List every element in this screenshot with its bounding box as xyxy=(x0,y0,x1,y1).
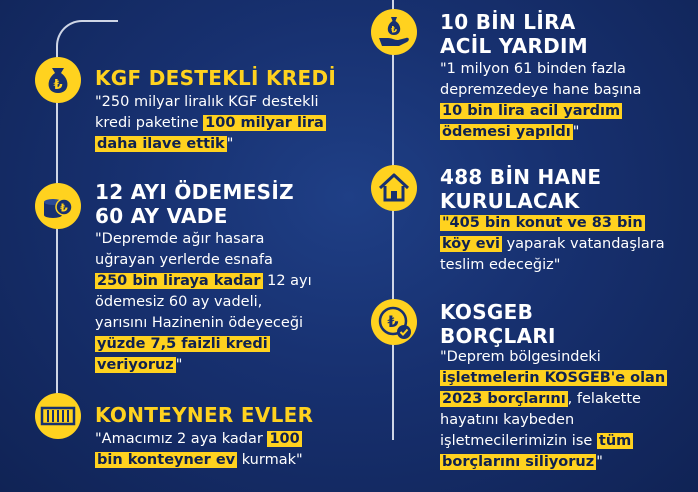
hane-text: "405 bin konut ve 83 bin köy evi yaparak vatandaşlara teslim edeceğiz" xyxy=(440,215,665,273)
acil-title: 10 BİN LİRA ACİL YARDIM xyxy=(440,10,588,58)
timeline-right xyxy=(392,0,394,440)
money-bag-lira-icon xyxy=(34,56,82,104)
svg-text:₺: ₺ xyxy=(390,25,398,36)
kgf-text: "250 milyar liralık KGF destekli kredi paketine 100 milyar lira daha ilave ettik " xyxy=(95,94,324,152)
house-icon xyxy=(370,164,418,212)
coin-stack-lira-icon xyxy=(34,182,82,230)
vade-title: 12 AYI ÖDEMESİZ 60 AY VADE xyxy=(95,180,294,228)
kgf-title: KGF DESTEKLİ KREDİ xyxy=(95,66,337,90)
lira-check-badge-icon xyxy=(370,298,418,346)
container-icon xyxy=(34,392,82,440)
acil-text: "1 milyon 61 binden fazla depremzedeye hane başına 10 bin lira acil yardım ödemesi yapıldı " xyxy=(440,61,642,140)
kosgeb-text: "Deprem bölgesindeki işletmelerin KOSGEB'e olan 2023 borçlarını , felakette hayatını kaybeden işletmecilerimizin ise tüm borçlarını siliyoruz " xyxy=(440,349,666,470)
kosgeb-title: KOSGEB BORÇLARI xyxy=(440,300,556,348)
hane-title: 488 BİN HANE KURULACAK xyxy=(440,165,602,213)
konteyner-title: KONTEYNER EVLER xyxy=(95,403,314,427)
konteyner-text: "Amacımız 2 aya kadar 100 bin konteyner ev kurmak" xyxy=(95,431,303,468)
timeline-left-top-curve xyxy=(56,20,118,56)
vade-text: "Depremde ağır hasara uğrayan yerlerde esnafa 250 bin liraya kadar 12 ayı ödemesiz 60 ay vadeli, yarısını Hazinenin ödeyeceği yüzde 7,5 faizli kredi veriyoruz " xyxy=(95,231,312,373)
svg-text:₺: ₺ xyxy=(53,78,63,93)
svg-text:₺: ₺ xyxy=(60,201,68,215)
svg-text:₺: ₺ xyxy=(387,312,399,331)
timeline-left xyxy=(56,52,58,432)
hand-money-bag-icon xyxy=(370,8,418,56)
